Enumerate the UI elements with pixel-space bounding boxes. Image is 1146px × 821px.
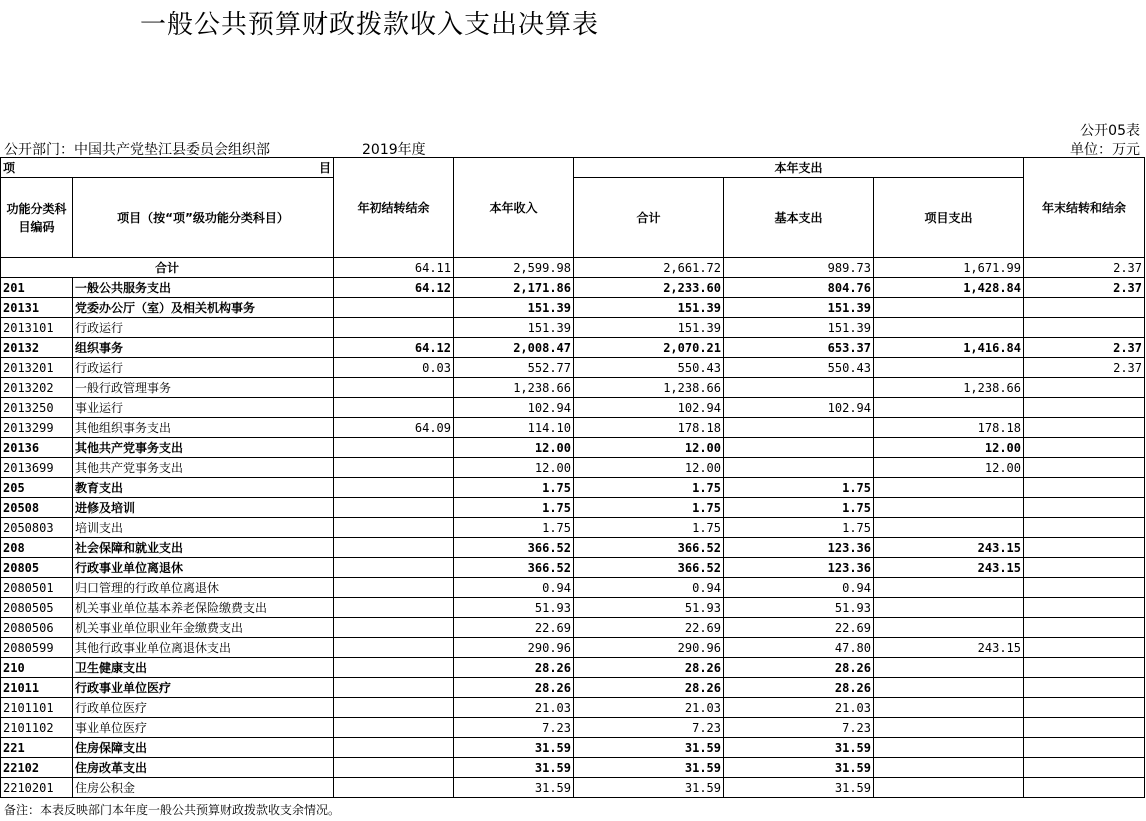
row-total: 1,238.66 xyxy=(574,378,724,398)
table-row xyxy=(1,398,1145,418)
row-project: 12.00 xyxy=(874,438,1024,458)
row-begin: 64.09 xyxy=(334,418,454,438)
row-total: 102.94 xyxy=(574,398,724,418)
row-name: 其他组织事务支出 xyxy=(73,418,334,438)
row-basic: 31.59 xyxy=(724,758,874,778)
row-basic: 22.69 xyxy=(724,618,874,638)
row-begin xyxy=(334,318,454,338)
row-code: 2013201 xyxy=(1,358,73,378)
row-project xyxy=(874,318,1024,338)
table-row xyxy=(1,538,1145,558)
begin-balance-header: 年初结转结余 xyxy=(334,158,454,258)
row-name: 卫生健康支出 xyxy=(73,658,334,678)
row-end xyxy=(1024,758,1145,778)
row-end xyxy=(1024,778,1145,798)
row-begin xyxy=(334,618,454,638)
row-total: 28.26 xyxy=(574,678,724,698)
total-basic: 989.73 xyxy=(724,258,874,278)
row-total: 21.03 xyxy=(574,698,724,718)
row-end xyxy=(1024,458,1145,478)
row-code: 2013101 xyxy=(1,318,73,338)
row-total: 1.75 xyxy=(574,498,724,518)
row-income: 552.77 xyxy=(454,358,574,378)
row-total: 12.00 xyxy=(574,458,724,478)
row-income: 21.03 xyxy=(454,698,574,718)
func-code-header: 功能分类科目编码 xyxy=(1,178,73,258)
table-row xyxy=(1,418,1145,438)
table-row xyxy=(1,758,1145,778)
row-end xyxy=(1024,538,1145,558)
row-name: 进修及培训 xyxy=(73,498,334,518)
row-code: 2013202 xyxy=(1,378,73,398)
total-expense: 2,661.72 xyxy=(574,258,724,278)
row-income: 7.23 xyxy=(454,718,574,738)
row-basic: 28.26 xyxy=(724,678,874,698)
row-income: 290.96 xyxy=(454,638,574,658)
row-income: 366.52 xyxy=(454,538,574,558)
row-end xyxy=(1024,658,1145,678)
row-end xyxy=(1024,398,1145,418)
row-end xyxy=(1024,698,1145,718)
table-row xyxy=(1,298,1145,318)
row-name: 教育支出 xyxy=(73,478,334,498)
row-end xyxy=(1024,618,1145,638)
row-income: 2,008.47 xyxy=(454,338,574,358)
row-name: 一般行政管理事务 xyxy=(73,378,334,398)
table-row xyxy=(1,678,1145,698)
row-project xyxy=(874,498,1024,518)
row-total: 31.59 xyxy=(574,738,724,758)
row-begin xyxy=(334,598,454,618)
row-code: 208 xyxy=(1,538,73,558)
table-row xyxy=(1,338,1145,358)
row-project xyxy=(874,298,1024,318)
row-begin xyxy=(334,658,454,678)
row-name: 事业运行 xyxy=(73,398,334,418)
row-name: 住房改革支出 xyxy=(73,758,334,778)
row-begin xyxy=(334,498,454,518)
row-end: 2.37 xyxy=(1024,278,1145,298)
row-name: 归口管理的行政单位离退休 xyxy=(73,578,334,598)
row-begin xyxy=(334,778,454,798)
income-header: 本年收入 xyxy=(454,158,574,258)
row-basic: 151.39 xyxy=(724,298,874,318)
row-project xyxy=(874,358,1024,378)
row-total: 51.93 xyxy=(574,598,724,618)
row-income: 1.75 xyxy=(454,478,574,498)
row-income: 31.59 xyxy=(454,738,574,758)
row-name: 行政单位医疗 xyxy=(73,698,334,718)
row-project xyxy=(874,758,1024,778)
row-project: 1,428.84 xyxy=(874,278,1024,298)
row-income: 28.26 xyxy=(454,658,574,678)
row-code: 2080505 xyxy=(1,598,73,618)
row-begin xyxy=(334,718,454,738)
row-total: 151.39 xyxy=(574,318,724,338)
row-begin xyxy=(334,578,454,598)
row-income: 0.94 xyxy=(454,578,574,598)
row-basic: 47.80 xyxy=(724,638,874,658)
row-basic: 804.76 xyxy=(724,278,874,298)
row-name: 一般公共服务支出 xyxy=(73,278,334,298)
row-end xyxy=(1024,298,1145,318)
row-income: 1.75 xyxy=(454,518,574,538)
row-begin xyxy=(334,638,454,658)
row-code: 20132 xyxy=(1,338,73,358)
row-income: 151.39 xyxy=(454,318,574,338)
row-total: 31.59 xyxy=(574,758,724,778)
row-total: 2,233.60 xyxy=(574,278,724,298)
item-header-right: 目 xyxy=(318,160,331,175)
total-end: 2.37 xyxy=(1024,258,1145,278)
row-end xyxy=(1024,418,1145,438)
table-row xyxy=(1,718,1145,738)
row-end xyxy=(1024,478,1145,498)
row-code: 22102 xyxy=(1,758,73,778)
row-code: 205 xyxy=(1,478,73,498)
project-expense-header: 项目支出 xyxy=(874,178,1024,258)
table-row xyxy=(1,638,1145,658)
row-project xyxy=(874,678,1024,698)
table-row xyxy=(1,618,1145,638)
row-project: 1,238.66 xyxy=(874,378,1024,398)
row-end xyxy=(1024,318,1145,338)
row-begin xyxy=(334,458,454,478)
table-row xyxy=(1,518,1145,538)
row-total: 1.75 xyxy=(574,518,724,538)
row-basic xyxy=(724,378,874,398)
row-end xyxy=(1024,378,1145,398)
row-code: 20805 xyxy=(1,558,73,578)
page-title: 一般公共预算财政拨款收入支出决算表 xyxy=(140,10,600,40)
row-begin xyxy=(334,738,454,758)
row-basic: 123.36 xyxy=(724,558,874,578)
row-code: 2050803 xyxy=(1,518,73,538)
row-begin: 64.12 xyxy=(334,338,454,358)
row-begin: 0.03 xyxy=(334,358,454,378)
expense-group-header: 本年支出 xyxy=(574,158,1024,178)
row-code: 2210201 xyxy=(1,778,73,798)
row-code: 2080501 xyxy=(1,578,73,598)
row-income: 51.93 xyxy=(454,598,574,618)
row-total: 366.52 xyxy=(574,558,724,578)
row-basic: 51.93 xyxy=(724,598,874,618)
row-income: 31.59 xyxy=(454,778,574,798)
budget-table xyxy=(0,157,1145,798)
row-code: 2080506 xyxy=(1,618,73,638)
row-basic: 7.23 xyxy=(724,718,874,738)
table-row xyxy=(1,558,1145,578)
row-basic: 151.39 xyxy=(724,318,874,338)
row-income: 28.26 xyxy=(454,678,574,698)
row-end xyxy=(1024,738,1145,758)
row-basic: 21.03 xyxy=(724,698,874,718)
header-row-1 xyxy=(1,158,1145,178)
row-name: 其他共产党事务支出 xyxy=(73,438,334,458)
row-project xyxy=(874,518,1024,538)
row-basic: 1.75 xyxy=(724,518,874,538)
row-income: 12.00 xyxy=(454,458,574,478)
row-begin xyxy=(334,398,454,418)
row-total: 31.59 xyxy=(574,778,724,798)
row-project xyxy=(874,738,1024,758)
row-name: 行政运行 xyxy=(73,318,334,338)
row-total: 1.75 xyxy=(574,478,724,498)
table-row xyxy=(1,658,1145,678)
row-project: 243.15 xyxy=(874,638,1024,658)
row-code: 2013250 xyxy=(1,398,73,418)
row-end xyxy=(1024,578,1145,598)
row-total: 2,070.21 xyxy=(574,338,724,358)
row-code: 20131 xyxy=(1,298,73,318)
row-total: 366.52 xyxy=(574,538,724,558)
row-project xyxy=(874,778,1024,798)
table-row xyxy=(1,738,1145,758)
row-income: 1,238.66 xyxy=(454,378,574,398)
row-end xyxy=(1024,598,1145,618)
row-begin xyxy=(334,678,454,698)
row-end xyxy=(1024,558,1145,578)
row-name: 党委办公厅（室）及相关机构事务 xyxy=(73,298,334,318)
row-code: 20136 xyxy=(1,438,73,458)
row-project xyxy=(874,598,1024,618)
row-total: 28.26 xyxy=(574,658,724,678)
row-begin xyxy=(334,378,454,398)
end-balance-header: 年末结转和结余 xyxy=(1024,158,1145,258)
table-row xyxy=(1,458,1145,478)
table-row xyxy=(1,378,1145,398)
row-begin xyxy=(334,438,454,458)
row-end xyxy=(1024,718,1145,738)
row-basic: 0.94 xyxy=(724,578,874,598)
unit-label: 单位：万元 xyxy=(1070,142,1140,158)
row-project: 1,416.84 xyxy=(874,338,1024,358)
row-project: 243.15 xyxy=(874,538,1024,558)
row-code: 21011 xyxy=(1,678,73,698)
department-label: 公开部门：中国共产党垫江县委员会组织部 xyxy=(4,142,270,158)
row-basic xyxy=(724,418,874,438)
row-project xyxy=(874,698,1024,718)
row-name: 组织事务 xyxy=(73,338,334,358)
expense-total-header: 合计 xyxy=(574,178,724,258)
row-begin xyxy=(334,698,454,718)
row-end: 2.37 xyxy=(1024,358,1145,378)
row-basic: 31.59 xyxy=(724,778,874,798)
row-income: 1.75 xyxy=(454,498,574,518)
row-income: 12.00 xyxy=(454,438,574,458)
row-end: 2.37 xyxy=(1024,338,1145,358)
row-code: 201 xyxy=(1,278,73,298)
row-project xyxy=(874,578,1024,598)
row-name: 住房保障支出 xyxy=(73,738,334,758)
row-total: 0.94 xyxy=(574,578,724,598)
row-project xyxy=(874,478,1024,498)
row-income: 22.69 xyxy=(454,618,574,638)
table-row xyxy=(1,438,1145,458)
total-row xyxy=(1,258,1145,278)
row-end xyxy=(1024,438,1145,458)
row-basic: 1.75 xyxy=(724,478,874,498)
row-code: 20508 xyxy=(1,498,73,518)
table-row xyxy=(1,578,1145,598)
row-project xyxy=(874,718,1024,738)
row-begin xyxy=(334,538,454,558)
table-row xyxy=(1,778,1145,798)
row-name: 机关事业单位基本养老保险缴费支出 xyxy=(73,598,334,618)
form-number: 公开05表 xyxy=(1080,123,1140,139)
table-row xyxy=(1,358,1145,378)
row-name: 事业单位医疗 xyxy=(73,718,334,738)
row-begin xyxy=(334,758,454,778)
table-row xyxy=(1,698,1145,718)
row-name: 机关事业单位职业年金缴费支出 xyxy=(73,618,334,638)
row-name: 其他行政事业单位离退休支出 xyxy=(73,638,334,658)
row-basic: 550.43 xyxy=(724,358,874,378)
total-label: 合计 xyxy=(1,258,334,278)
row-end xyxy=(1024,638,1145,658)
row-basic: 31.59 xyxy=(724,738,874,758)
row-project xyxy=(874,658,1024,678)
row-income: 151.39 xyxy=(454,298,574,318)
row-basic: 1.75 xyxy=(724,498,874,518)
row-total: 290.96 xyxy=(574,638,724,658)
row-code: 2013299 xyxy=(1,418,73,438)
row-begin xyxy=(334,558,454,578)
item-header xyxy=(1,158,334,178)
row-begin xyxy=(334,478,454,498)
row-name: 培训支出 xyxy=(73,518,334,538)
row-project xyxy=(874,398,1024,418)
row-code: 2013699 xyxy=(1,458,73,478)
table-row xyxy=(1,278,1145,298)
row-basic xyxy=(724,458,874,478)
row-code: 2101101 xyxy=(1,698,73,718)
row-name: 社会保障和就业支出 xyxy=(73,538,334,558)
row-total: 7.23 xyxy=(574,718,724,738)
row-income: 31.59 xyxy=(454,758,574,778)
row-project: 243.15 xyxy=(874,558,1024,578)
row-name: 行政事业单位离退休 xyxy=(73,558,334,578)
row-basic: 102.94 xyxy=(724,398,874,418)
row-basic: 28.26 xyxy=(724,658,874,678)
table-row xyxy=(1,598,1145,618)
row-basic: 653.37 xyxy=(724,338,874,358)
row-end xyxy=(1024,678,1145,698)
func-name-header: 项目（按“项”级功能分类科目） xyxy=(73,178,334,258)
footnote: 备注：本表反映部门本年度一般公共预算财政拨款收支余情况。 xyxy=(4,803,341,817)
row-begin xyxy=(334,518,454,538)
row-total: 12.00 xyxy=(574,438,724,458)
row-end xyxy=(1024,518,1145,538)
row-income: 2,171.86 xyxy=(454,278,574,298)
row-project xyxy=(874,618,1024,638)
row-name: 行政运行 xyxy=(73,358,334,378)
row-begin: 64.12 xyxy=(334,278,454,298)
row-income: 366.52 xyxy=(454,558,574,578)
row-income: 114.10 xyxy=(454,418,574,438)
row-code: 2101102 xyxy=(1,718,73,738)
row-total: 178.18 xyxy=(574,418,724,438)
row-project: 178.18 xyxy=(874,418,1024,438)
total-project: 1,671.99 xyxy=(874,258,1024,278)
basic-expense-header: 基本支出 xyxy=(724,178,874,258)
row-basic xyxy=(724,438,874,458)
table-row xyxy=(1,318,1145,338)
row-code: 210 xyxy=(1,658,73,678)
total-income: 2,599.98 xyxy=(454,258,574,278)
row-project: 12.00 xyxy=(874,458,1024,478)
table-row xyxy=(1,498,1145,518)
row-total: 22.69 xyxy=(574,618,724,638)
row-name: 住房公积金 xyxy=(73,778,334,798)
row-name: 其他共产党事务支出 xyxy=(73,458,334,478)
row-end xyxy=(1024,498,1145,518)
row-code: 221 xyxy=(1,738,73,758)
row-total: 550.43 xyxy=(574,358,724,378)
report-year: 2019年度 xyxy=(362,142,426,158)
row-basic: 123.36 xyxy=(724,538,874,558)
row-code: 2080599 xyxy=(1,638,73,658)
row-income: 102.94 xyxy=(454,398,574,418)
item-header-left: 项 xyxy=(3,160,16,175)
total-begin: 64.11 xyxy=(334,258,454,278)
table-row xyxy=(1,478,1145,498)
row-total: 151.39 xyxy=(574,298,724,318)
row-name: 行政事业单位医疗 xyxy=(73,678,334,698)
row-begin xyxy=(334,298,454,318)
